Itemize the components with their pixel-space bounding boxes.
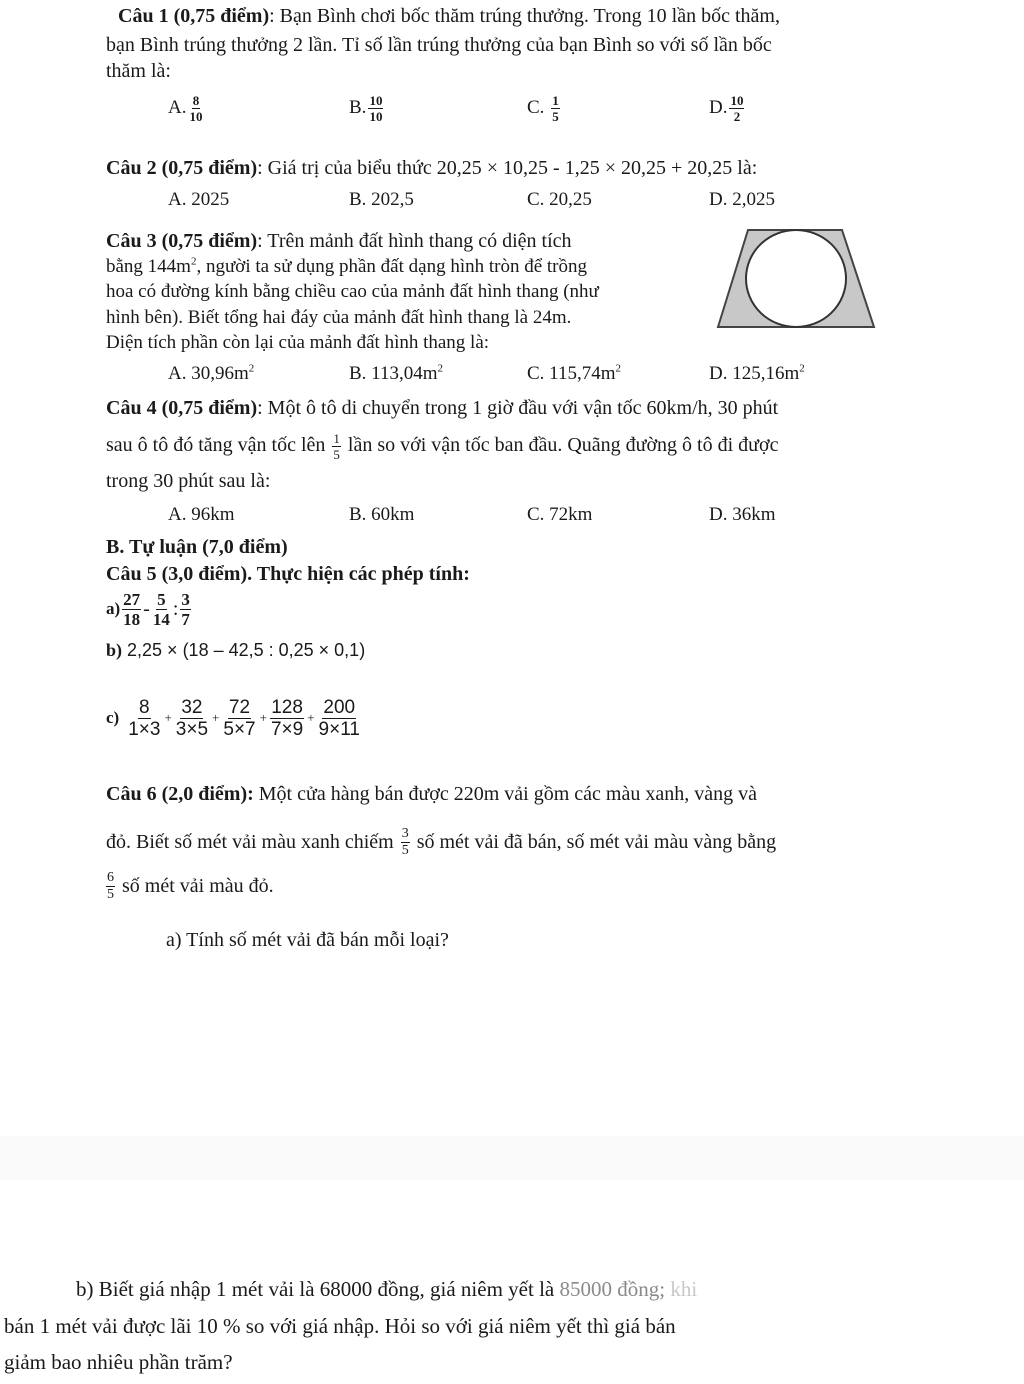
q3-text-5: Diện tích phần còn lại của mảnh đất hình thang là: (106, 332, 490, 353)
q6-part-a: a) Tính số mét vải đã bán mỗi loại? (166, 929, 449, 951)
q4-option-c[interactable]: C. 72km (527, 504, 593, 525)
q1-option-c[interactable]: C. $\frac{1}{5}$ (527, 93, 559, 124)
q2-option-b[interactable]: B. 202,5 (349, 189, 414, 210)
q1-text-2: bạn Bình trúng thưởng 2 lần. Tỉ số lần trúng thưởng của bạn Bình so với số lần bốc (106, 34, 772, 56)
q6-label: Câu 6 (2,0 điểm): (106, 783, 254, 805)
q4-option-b[interactable]: B. 60km (349, 504, 415, 525)
q3-line-2: bằng $144m^2$, người ta sử dụng phần đất dạng hình tròn để trồng (106, 255, 587, 277)
q1-option-a[interactable]: A. $\frac{8}{10}$ (168, 93, 203, 124)
q1-option-d[interactable]: D. $\frac{10}{2}$ (709, 93, 744, 124)
q3-line-1 (106, 229, 572, 253)
q2-line (106, 156, 757, 180)
q4-label: Câu 4 (0,75 điểm) (106, 397, 258, 419)
q5-part-c: c) $\frac{8}{1\times 3}$ + $\frac{32}{3\times 5}$ + $\frac{72}{5\times 7}$ + $\frac{128}{7\times 9}$ + $\frac{200}{9\times 11}$ (106, 696, 360, 740)
q2-option-c[interactable]: C. 20,25 (527, 189, 592, 210)
q3-option-c[interactable]: C. $115,74m^2$ (527, 362, 621, 384)
q1-label: Câu 1 (0,75 điểm) (118, 5, 270, 27)
fraction: $\frac{3}{5}$ (401, 825, 409, 858)
q2-label: Câu 2 (0,75 điểm) (106, 157, 258, 179)
q6-part-b-line-2: bán 1 mét vải được lãi 10 % so với giá nhập. Hỏi so với giá niêm yết thì giá bán (4, 1314, 676, 1338)
q2-text: : Giá trị của biểu thức 20,25 × 10,25 - 1,25 × 20,25 + 20,25 là: (257, 157, 758, 179)
q4-text-3: trong 30 phút sau là: (106, 470, 271, 492)
trapezoid-circle-figure (712, 226, 892, 336)
fraction: $\frac{32}{3\times 5}$ (175, 696, 209, 740)
fraction: $\frac{1}{5}$ (333, 431, 340, 462)
q6-part-b-line-3: giảm bao nhiêu phần trăm? (4, 1350, 233, 1374)
q4-option-a[interactable]: A. 96km (168, 504, 235, 525)
scan-band (0, 1136, 1024, 1180)
q6-line-2: đỏ. Biết số mét vải màu xanh chiếm $\frac{3}{5}$ số mét vải đã bán, số mét vải màu vàng bằng (106, 825, 777, 858)
inscribed-circle (746, 230, 846, 327)
q2-option-a[interactable]: A. 2025 (168, 189, 230, 210)
q5-part-b: b) 2,25 × (18 – 42,5 : 0,25 × 0,1) (106, 640, 366, 660)
q3-option-d[interactable]: D. $125,16m^2$ (709, 362, 805, 384)
q1-text-1: : Bạn Bình chơi bốc thăm trúng thưởng. Trong 10 lần bốc thăm, (269, 5, 780, 27)
q6-line-3: $\frac{6}{5}$ số mét vải màu đỏ. (107, 869, 274, 902)
fraction: $\frac{10}{10}$ (369, 93, 383, 124)
fraction: $\frac{8}{1\times 3}$ (128, 696, 161, 740)
q3-text-3: hoa có đường kính bằng chiều cao của mảnh đất hình thang (như (106, 281, 599, 302)
fraction: $\frac{27}{18}$ (123, 589, 141, 629)
q6-text-1: Một cửa hàng bán được 220m vải gồm các màu xanh, vàng và (253, 783, 757, 805)
q6-line-1 (106, 782, 757, 806)
q3-label: Câu 3 (0,75 điểm) (106, 230, 258, 252)
q2-option-d[interactable]: D. 2,025 (709, 189, 775, 210)
fraction: $\frac{72}{5\times 7}$ (223, 696, 256, 740)
fraction: $\frac{5}{14}$ (152, 589, 170, 629)
q4-text-1: : Một ô tô di chuyển trong 1 giờ đầu với vận tốc 60km/h, 30 phút (257, 397, 779, 419)
q5-part-a: a) $\frac{27}{18}$ - $\frac{5}{14}$ : $\frac{3}{7}$ (106, 589, 190, 629)
q4-option-d[interactable]: D. 36km (709, 504, 776, 525)
fraction: $\frac{8}{10}$ (189, 93, 203, 124)
q1-text-3: thăm là: (106, 60, 171, 82)
q5-label: Câu 5 (3,0 điểm). Thực hiện các phép tính: (106, 563, 470, 585)
fraction: $\frac{6}{5}$ (107, 869, 114, 902)
q3-option-b[interactable]: B. $113,04m^2$ (349, 362, 443, 384)
fraction: $\frac{128}{7\times 9}$ (270, 696, 304, 740)
fraction: $\frac{10}{2}$ (730, 93, 744, 124)
q1-option-b[interactable]: B. $\frac{10}{10}$ (349, 93, 383, 124)
q6-part-b-line-1: b) Biết giá nhập 1 mét vải là 68000 đồng, giá niêm yết là 85000 đồng; khi (76, 1277, 698, 1301)
q4-line-2: sau ô tô đó tăng vận tốc lên $\frac{1}{5}$ lần so với vận tốc ban đầu. Quãng đường ô tô đi được (106, 431, 779, 462)
fraction: $\frac{200}{9\times 11}$ (318, 696, 360, 740)
fraction: $\frac{3}{7}$ (181, 589, 190, 629)
q4-line-1 (106, 396, 778, 420)
q3-text-4: hình bên). Biết tổng hai đáy của mảnh đất hình thang là 24m. (106, 307, 572, 328)
q1-line-1 (118, 4, 780, 28)
q3-option-a[interactable]: A. $30,96m^2$ (168, 362, 255, 384)
section-b-title: B. Tự luận (7,0 điểm) (106, 536, 288, 558)
q3-text-1: : Trên mảnh đất hình thang có diện tích (257, 230, 572, 252)
fraction: $\frac{1}{5}$ (552, 93, 559, 124)
